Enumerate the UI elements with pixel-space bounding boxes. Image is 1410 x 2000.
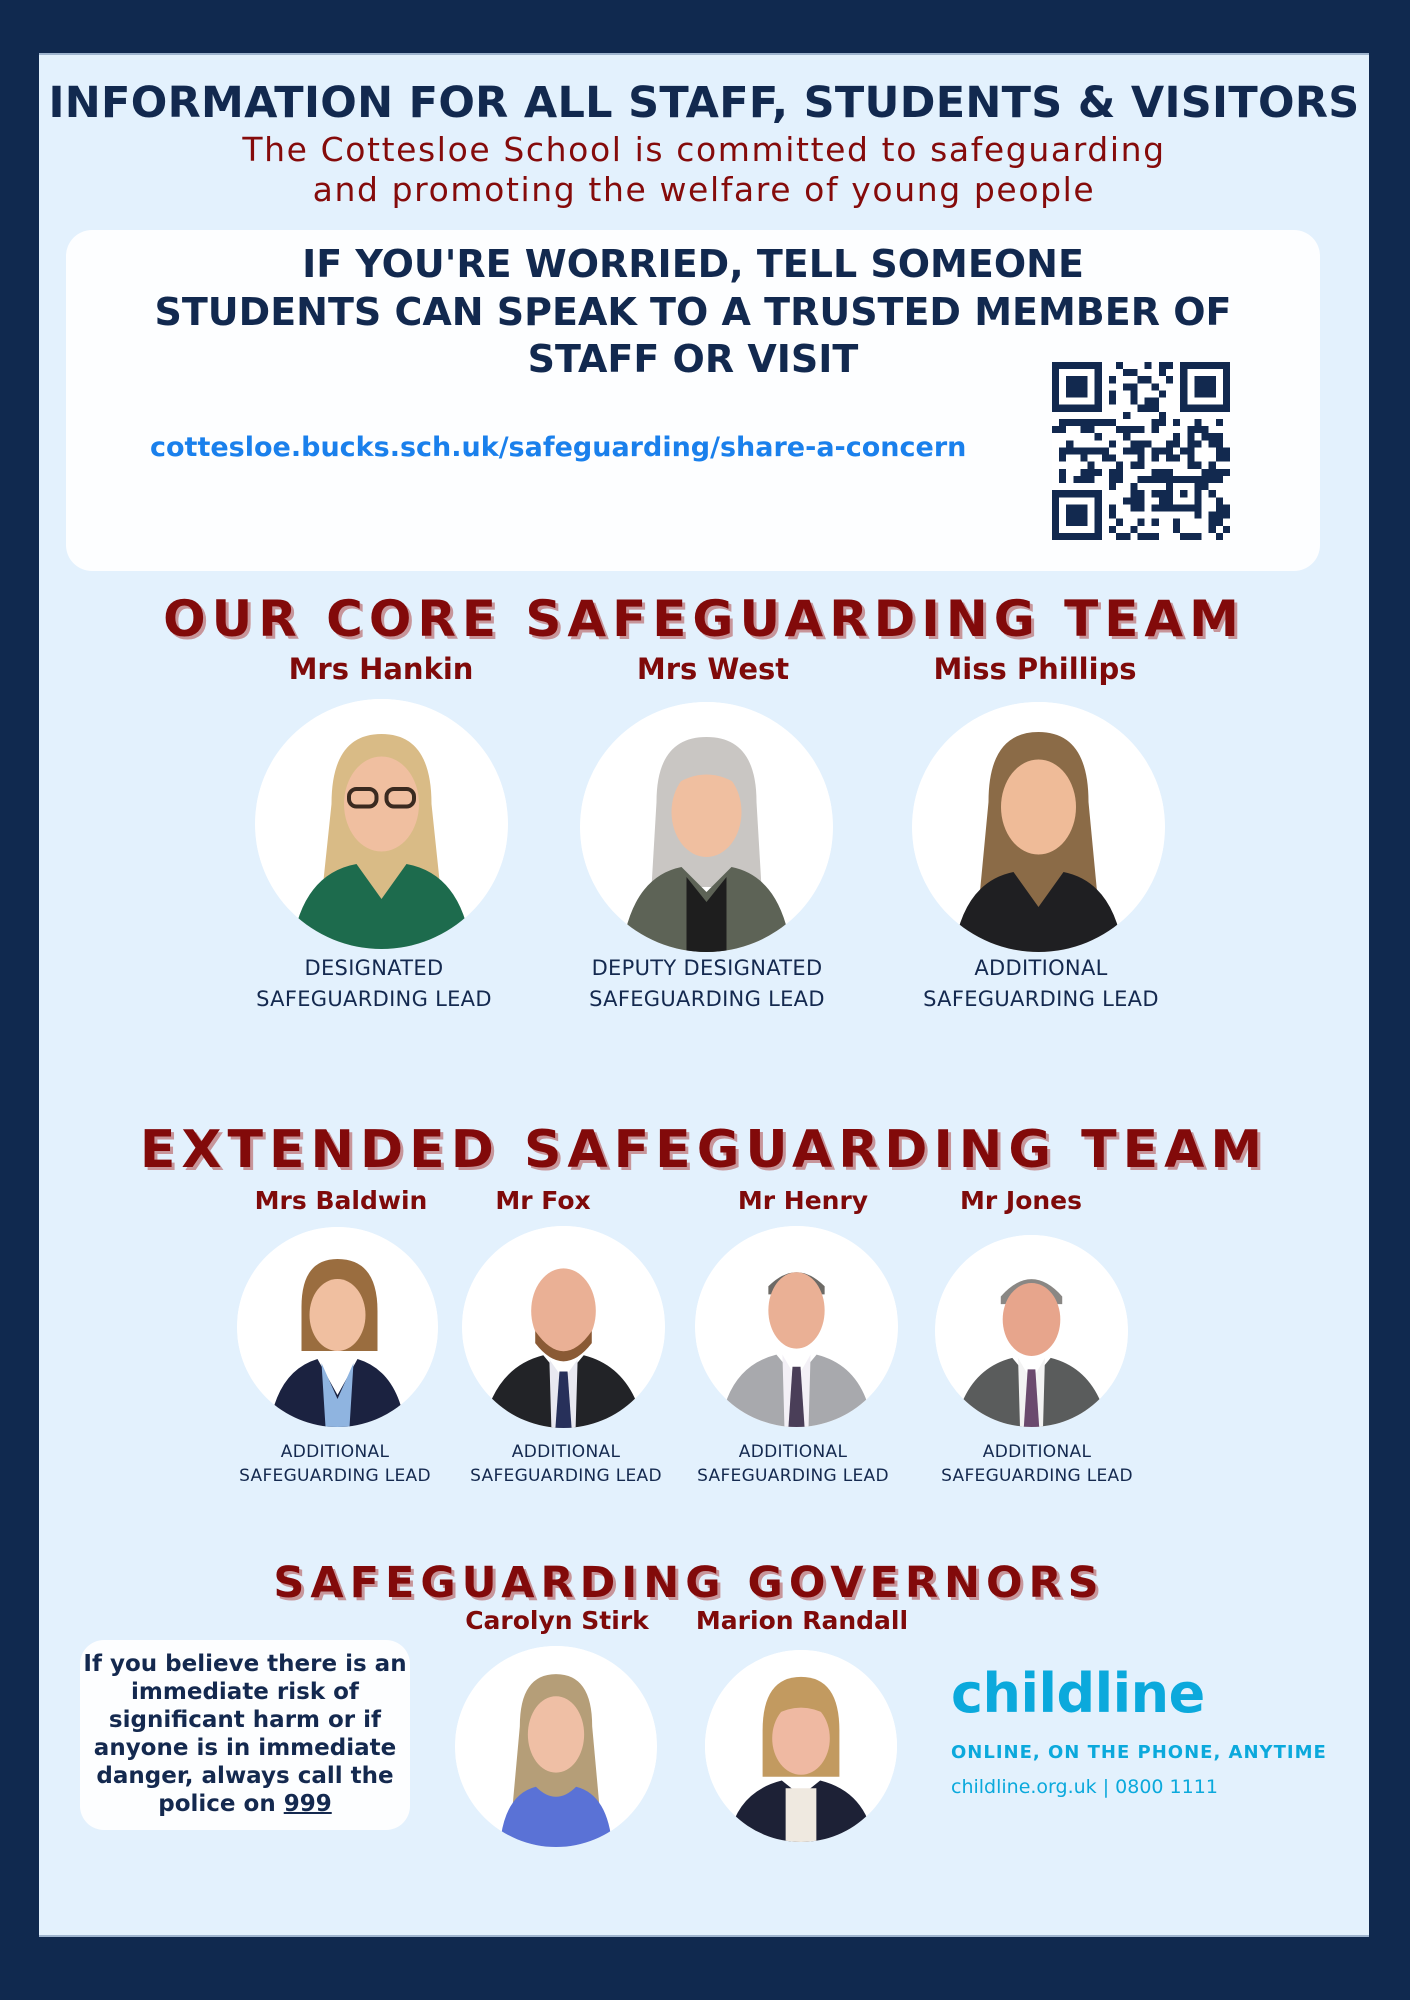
governor-photo-2 xyxy=(705,1650,897,1842)
extended-member-role-2-line-2: SAFEGUARDING LEAD xyxy=(470,1466,662,1486)
police-notice-line-3: significant harm or if xyxy=(108,1707,382,1733)
extended-member-role-3-line-1: ADDITIONAL xyxy=(738,1442,848,1462)
governor-name-2: Marion Randall xyxy=(695,1606,909,1635)
concern-line-2: STUDENTS CAN SPEAK TO A TRUSTED MEMBER OF xyxy=(154,290,1232,334)
extended-member-photo-4 xyxy=(935,1235,1128,1427)
extended-member-name-3: Mr Henry xyxy=(737,1186,869,1215)
core-member-role-2-line-2: SAFEGUARDING LEAD xyxy=(589,987,825,1011)
extended-member-role-4-line-1: ADDITIONAL xyxy=(982,1442,1092,1462)
emergency-number: 999 xyxy=(283,1791,332,1817)
extended-member-role-2-line-1: ADDITIONAL xyxy=(511,1442,621,1462)
core-member-photo-1 xyxy=(255,699,508,949)
extended-member-photo-3 xyxy=(695,1226,898,1427)
concern-line-1: IF YOU'RE WORRIED, TELL SOMEONE xyxy=(302,242,1084,286)
core-team-heading: OUR CORE SAFEGUARDING TEAM xyxy=(163,590,1245,648)
extended-member-role-3-line-2: SAFEGUARDING LEAD xyxy=(697,1466,889,1486)
share-concern-link[interactable]: cottesloe.bucks.sch.uk/safeguarding/share-a-concern xyxy=(150,432,967,463)
childline-contact[interactable]: childline.org.uk | 0800 1111 xyxy=(951,1776,1218,1798)
extended-team-heading: EXTENDED SAFEGUARDING TEAM xyxy=(139,1120,1269,1180)
core-member-photo-3 xyxy=(912,702,1165,952)
childline-tagline: ONLINE, ON THE PHONE, ANYTIME xyxy=(951,1742,1327,1763)
subtitle-line-1: The Cottesloe School is committed to safeguarding xyxy=(242,130,1166,169)
governor-name-1: Carolyn Stirk xyxy=(465,1606,649,1635)
core-member-name-2: Mrs West xyxy=(636,652,790,686)
extended-member-role-1-line-2: SAFEGUARDING LEAD xyxy=(239,1466,431,1486)
extended-member-role-1-line-1: ADDITIONAL xyxy=(280,1442,390,1462)
core-member-name-3: Miss Phillips xyxy=(933,652,1137,686)
core-member-photo-2 xyxy=(580,702,833,952)
police-notice-box xyxy=(80,1640,410,1830)
governor-photo-1 xyxy=(455,1646,657,1847)
governors-heading: SAFEGUARDING GOVERNORS xyxy=(273,1558,1105,1608)
extended-member-role-4-line-2: SAFEGUARDING LEAD xyxy=(941,1466,1133,1486)
police-notice-line-2: immediate risk of xyxy=(131,1679,359,1705)
police-notice-line-5: danger, always call the xyxy=(96,1763,394,1789)
core-member-role-1-line-1: DESIGNATED xyxy=(304,956,444,980)
core-member-role-3-line-1: ADDITIONAL xyxy=(974,956,1108,980)
core-member-role-1-line-2: SAFEGUARDING LEAD xyxy=(256,987,492,1011)
police-notice-line-6 xyxy=(80,1790,410,1818)
extended-member-photo-1 xyxy=(237,1227,438,1427)
childline-logo: childline xyxy=(951,1662,1205,1725)
qr-code-icon[interactable] xyxy=(1052,362,1230,540)
core-member-role-2-line-1: DEPUTY DESIGNATED xyxy=(591,956,823,980)
page-title: INFORMATION FOR ALL STAFF, STUDENTS & VISITORS xyxy=(48,78,1360,128)
core-member-name-1: Mrs Hankin xyxy=(288,652,474,686)
extended-member-name-1: Mrs Baldwin xyxy=(254,1186,428,1215)
extended-member-photo-2 xyxy=(462,1226,665,1428)
extended-member-name-4: Mr Jones xyxy=(959,1186,1083,1215)
core-member-role-3-line-2: SAFEGUARDING LEAD xyxy=(923,987,1159,1011)
extended-member-name-2: Mr Fox xyxy=(495,1186,591,1215)
police-notice-prefix: police on xyxy=(158,1791,284,1817)
police-notice-line-1: If you believe there is an xyxy=(83,1651,407,1677)
concern-line-3: STAFF OR VISIT xyxy=(527,337,859,381)
police-notice-line-4: anyone is in immediate xyxy=(93,1735,397,1761)
subtitle-line-2: and promoting the welfare of young people xyxy=(312,170,1096,209)
